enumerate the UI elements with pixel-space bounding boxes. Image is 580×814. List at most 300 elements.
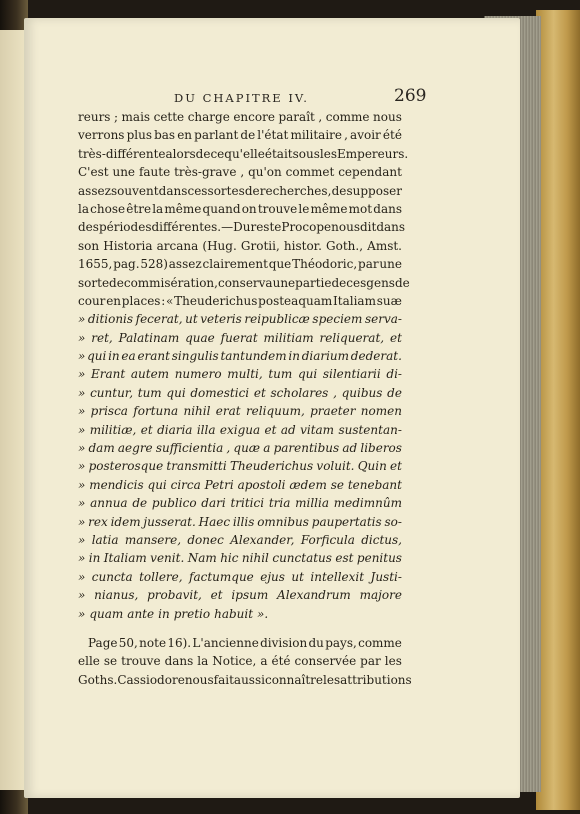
word: une [379, 257, 402, 272]
word: de [394, 275, 410, 290]
word: différentes.—Du [151, 220, 251, 235]
word: comme [325, 110, 370, 124]
word: partie [295, 275, 332, 290]
word: trouve [257, 201, 298, 216]
word: L'ancienne [192, 635, 259, 650]
word: dans [376, 220, 406, 235]
word: , [226, 441, 231, 456]
word: de [240, 128, 256, 143]
word: cuncta [91, 569, 133, 584]
word: des [78, 220, 99, 235]
word: même [310, 201, 348, 216]
word: ædem [289, 477, 327, 492]
word: Haec [198, 514, 231, 529]
word: Grotii, [240, 238, 280, 253]
word: sustentan- [338, 422, 402, 437]
word: » [78, 514, 86, 529]
word: in [108, 349, 120, 364]
word: militaire [290, 128, 342, 143]
word: été [382, 128, 402, 143]
word: Forficula [300, 532, 355, 547]
word: : [161, 293, 166, 308]
text-line [78, 255, 402, 273]
word: « [166, 293, 174, 308]
word: ret, [91, 330, 113, 345]
word: rex [88, 514, 108, 529]
word: les [323, 672, 341, 687]
text-line [78, 439, 402, 457]
word: supposer [346, 183, 402, 198]
word: se [103, 654, 118, 669]
word: très-grave [174, 165, 237, 180]
word: » [78, 441, 86, 456]
word: » [78, 606, 86, 621]
word: Italiam [333, 293, 376, 308]
text-line [78, 605, 402, 623]
word: de [195, 146, 211, 161]
word: singulis [171, 349, 219, 364]
word: division [260, 635, 308, 650]
word: » [78, 349, 86, 364]
word: qui [166, 385, 186, 400]
word: être [126, 201, 152, 216]
word: mansere, [124, 532, 182, 547]
text-line [78, 237, 402, 255]
word: de [132, 496, 148, 511]
word: , [318, 110, 323, 124]
word: bas [154, 128, 176, 143]
word: verrons [78, 128, 125, 143]
word: gens [366, 275, 395, 290]
word: commet [285, 165, 335, 180]
word: , [344, 128, 348, 143]
word: et [210, 588, 223, 603]
word: avoir [350, 128, 381, 143]
word: idem [110, 514, 141, 529]
word: en [106, 293, 122, 308]
word: une [112, 165, 136, 180]
word: » [78, 330, 86, 345]
word: dans [373, 201, 402, 216]
word: liberos [360, 441, 402, 456]
word: note [139, 635, 167, 650]
word: quae [185, 330, 215, 345]
word: circa [170, 477, 201, 492]
word: » [78, 477, 86, 492]
word: Historia [103, 238, 153, 253]
word: été [271, 654, 291, 669]
word: sufficientia [155, 441, 224, 456]
word: aegre [117, 441, 153, 456]
word: elle [78, 654, 100, 669]
word: reliquerat, [319, 330, 385, 345]
word: annua [90, 496, 128, 511]
word: scholares [270, 385, 329, 400]
word: qui [87, 349, 107, 364]
word: de [331, 275, 347, 290]
word: omnibus [257, 514, 309, 529]
word: attributions [340, 672, 412, 687]
word: reliquum, [245, 404, 305, 419]
word: par [360, 654, 381, 669]
word: 50, [118, 635, 138, 650]
word: Procope [281, 220, 332, 235]
word: 528) [140, 257, 168, 272]
word: Justi- [370, 569, 402, 584]
word: cette [153, 110, 185, 124]
word: C'est [78, 165, 109, 180]
word: fecerat, [135, 312, 183, 327]
word: dederat. [350, 349, 402, 364]
word: cependant [338, 165, 402, 180]
word: , [333, 385, 337, 400]
word: serva- [364, 312, 402, 327]
word: ; [113, 110, 119, 124]
word: une [272, 275, 296, 290]
word: dans [164, 654, 194, 669]
word: ut [291, 569, 304, 584]
text-line [78, 126, 402, 144]
word: , [240, 165, 245, 180]
word: autem [130, 367, 170, 382]
word: la [78, 201, 89, 216]
word: (Hug. [202, 238, 237, 253]
word: diaria [157, 422, 193, 437]
word: transmitti [166, 459, 227, 474]
word: tenebant [347, 477, 402, 492]
word: quand [202, 201, 241, 216]
word: fortuna [133, 404, 179, 419]
text-line [78, 274, 410, 292]
word: tum [137, 385, 162, 400]
word: intellexit [310, 569, 365, 584]
word: histor. [283, 238, 322, 253]
word: » [78, 551, 86, 566]
word: paraît [278, 110, 315, 124]
word: les [319, 146, 337, 161]
word: assez [78, 183, 111, 198]
word: qu'on [248, 165, 282, 180]
word: quibus [341, 385, 383, 400]
word: parlant [194, 128, 239, 143]
word: » [78, 422, 86, 437]
word: et [264, 422, 277, 437]
word: cour [78, 293, 106, 308]
text-line [78, 421, 402, 439]
word: Alexander, [230, 532, 295, 547]
word: assez [168, 257, 202, 272]
word: tritici [230, 496, 265, 511]
word: reurs [78, 110, 111, 124]
word: en [177, 128, 193, 143]
text-line [78, 384, 402, 402]
word: la [197, 654, 209, 669]
word: ces [346, 275, 367, 290]
word: Goth., [326, 238, 364, 253]
word: et [390, 459, 402, 474]
word: alors [165, 146, 196, 161]
word: Théodoric, [292, 257, 358, 272]
word: ditionis [87, 312, 134, 327]
word: nous [373, 110, 402, 124]
text-line [78, 531, 402, 549]
word: mot [348, 201, 373, 216]
word: » [78, 367, 86, 382]
word: militiæ, [89, 422, 137, 437]
word: ante [127, 606, 155, 621]
word: habuit [214, 606, 254, 621]
text-line [78, 652, 402, 670]
running-title: DU CHAPITRE IV. [174, 91, 309, 105]
book-cover-edge [536, 10, 580, 810]
word: » [78, 588, 86, 603]
word: quæ [233, 441, 261, 456]
word: medimnûm [333, 496, 402, 511]
word: numero [174, 367, 222, 382]
word: exigua [219, 422, 261, 437]
text-line [78, 634, 402, 652]
word: charge [187, 110, 230, 124]
word: nihil [183, 404, 211, 419]
word: et [253, 385, 266, 400]
text-line [78, 586, 402, 604]
word: » [78, 496, 86, 511]
text-line [78, 145, 409, 163]
word: 1655, [78, 257, 113, 272]
word: » [78, 385, 86, 400]
word: aussi [233, 672, 265, 687]
text-line [78, 200, 402, 218]
word: conserva [217, 275, 273, 290]
text-line [78, 402, 402, 420]
word: de [109, 275, 124, 290]
word: Alexandrum [277, 588, 351, 603]
word: dans [158, 183, 188, 198]
word: les [384, 654, 402, 669]
word: so- [384, 514, 402, 529]
text-line [78, 310, 402, 328]
word: in [158, 606, 170, 621]
word: tantundem [220, 349, 287, 364]
word: pays, [325, 635, 357, 650]
word: probavit, [147, 588, 202, 603]
word: périodes [98, 220, 152, 235]
word: cunctatus [272, 551, 332, 566]
word: publico [151, 496, 197, 511]
word: prisca [90, 404, 128, 419]
word: mais [121, 110, 151, 124]
word: ipsum [231, 588, 269, 603]
word: l'état [257, 128, 289, 143]
word: , [327, 183, 332, 198]
text-line [78, 549, 402, 567]
word: latia [91, 532, 119, 547]
word: posteaquam [258, 293, 333, 308]
word: que [268, 257, 292, 272]
word: était [264, 146, 293, 161]
word: recherches [259, 183, 328, 198]
text-line [78, 108, 402, 126]
word: de [244, 183, 260, 198]
word: reipublicæ [244, 312, 310, 327]
word: clairement [202, 257, 268, 272]
word: » [78, 459, 86, 474]
text-line [78, 163, 402, 181]
word: ea [121, 349, 136, 364]
word: millia [295, 496, 329, 511]
word: Page [88, 635, 118, 650]
word: de [331, 183, 347, 198]
word: qui [297, 367, 318, 382]
text-line [78, 292, 402, 310]
word: trouve [121, 654, 161, 669]
word: veteris [200, 312, 242, 327]
page-number: 269 [394, 86, 427, 106]
word: on [241, 201, 257, 216]
word: le [298, 201, 310, 216]
word: fuerat [220, 330, 258, 345]
word: la [152, 201, 164, 216]
word: ejus [260, 569, 285, 584]
word: du [308, 635, 324, 650]
text-line [78, 457, 402, 475]
word: jusserat. [143, 514, 196, 529]
word: dam [88, 441, 115, 456]
word: nous [331, 220, 360, 235]
word: nihil [241, 551, 269, 566]
word: erant [137, 349, 170, 364]
word: arcana [156, 238, 199, 253]
word: places [121, 293, 161, 308]
text-line [78, 365, 402, 383]
word: comme [358, 635, 402, 650]
word: » [78, 312, 86, 327]
word: par [358, 257, 379, 272]
word: Empereurs. [337, 146, 409, 161]
word: plus [126, 128, 152, 143]
word: in [88, 551, 101, 566]
word: » [78, 404, 86, 419]
text-line [78, 671, 412, 689]
word: a [260, 654, 268, 669]
word: dit [359, 220, 377, 235]
text-line [78, 347, 402, 365]
word: Theuderichus [174, 293, 258, 308]
word: connaître [264, 672, 324, 687]
word: Quin [357, 459, 387, 474]
word: diarium [301, 349, 350, 364]
word: tria [268, 496, 291, 511]
word: Amst. [367, 238, 402, 253]
word: et [389, 330, 402, 345]
word: pag. [113, 257, 140, 272]
word: sortes [207, 183, 245, 198]
text-line [78, 568, 402, 586]
word: de [387, 385, 402, 400]
word: dari [201, 496, 226, 511]
word: factumque [189, 569, 254, 584]
word: Palatinam [118, 330, 180, 345]
word: même [164, 201, 202, 216]
text-line [78, 476, 402, 494]
word: nianus, [94, 588, 139, 603]
word: ut [185, 312, 198, 327]
word: Notice, [212, 654, 257, 669]
word: venit. [150, 551, 185, 566]
word: parentibus [273, 441, 340, 456]
word: ». [257, 606, 269, 621]
word: qui [147, 477, 167, 492]
word: Erant [91, 367, 126, 382]
word: tum [268, 367, 293, 382]
word: pretio [173, 606, 211, 621]
word: cuntur, [90, 385, 134, 400]
word: hic [220, 551, 239, 566]
word: Goths. [78, 672, 118, 687]
word: très-différente [78, 146, 166, 161]
word: sorte [78, 275, 110, 290]
word: illa [196, 422, 216, 437]
word: majore [359, 588, 402, 603]
word: silentiarii [322, 367, 381, 382]
word: Theuderichus [229, 459, 314, 474]
word: se [330, 477, 344, 492]
page-header [24, 86, 520, 110]
word: apostoli [237, 477, 286, 492]
word: Petri [204, 477, 234, 492]
word: multi, [227, 367, 263, 382]
word: qu'elle [224, 146, 265, 161]
word: tollere, [139, 569, 183, 584]
word: a [263, 441, 271, 456]
word: faute [138, 165, 171, 180]
word: quam [89, 606, 124, 621]
body-text [78, 108, 412, 689]
word: son [78, 238, 100, 253]
word: speciem [312, 312, 363, 327]
word: donec [187, 532, 224, 547]
word: praeter [310, 404, 356, 419]
word: ces [187, 183, 208, 198]
word: » [78, 569, 86, 584]
word: vitam [300, 422, 335, 437]
text-line [78, 182, 402, 200]
word: di- [386, 367, 402, 382]
word: souvent [111, 183, 159, 198]
word: et [140, 422, 153, 437]
word: paupertatis [311, 514, 382, 529]
word: Cassiodore [117, 672, 185, 687]
word: nous [184, 672, 214, 687]
text-line [78, 218, 406, 236]
word: dictus, [361, 532, 402, 547]
text-line [78, 329, 402, 347]
word: chose [90, 201, 126, 216]
text-line [78, 513, 402, 531]
word: militiam [263, 330, 314, 345]
word: suæ [376, 293, 402, 308]
word: Italiam [103, 551, 147, 566]
word: encore [233, 110, 275, 124]
word: sous [292, 146, 320, 161]
word: penitus [356, 551, 402, 566]
word: posterosque [88, 459, 164, 474]
word: ad [280, 422, 296, 437]
word: ce [210, 146, 225, 161]
word: Nam [187, 551, 217, 566]
word: erat [215, 404, 241, 419]
word: domestici [190, 385, 250, 400]
